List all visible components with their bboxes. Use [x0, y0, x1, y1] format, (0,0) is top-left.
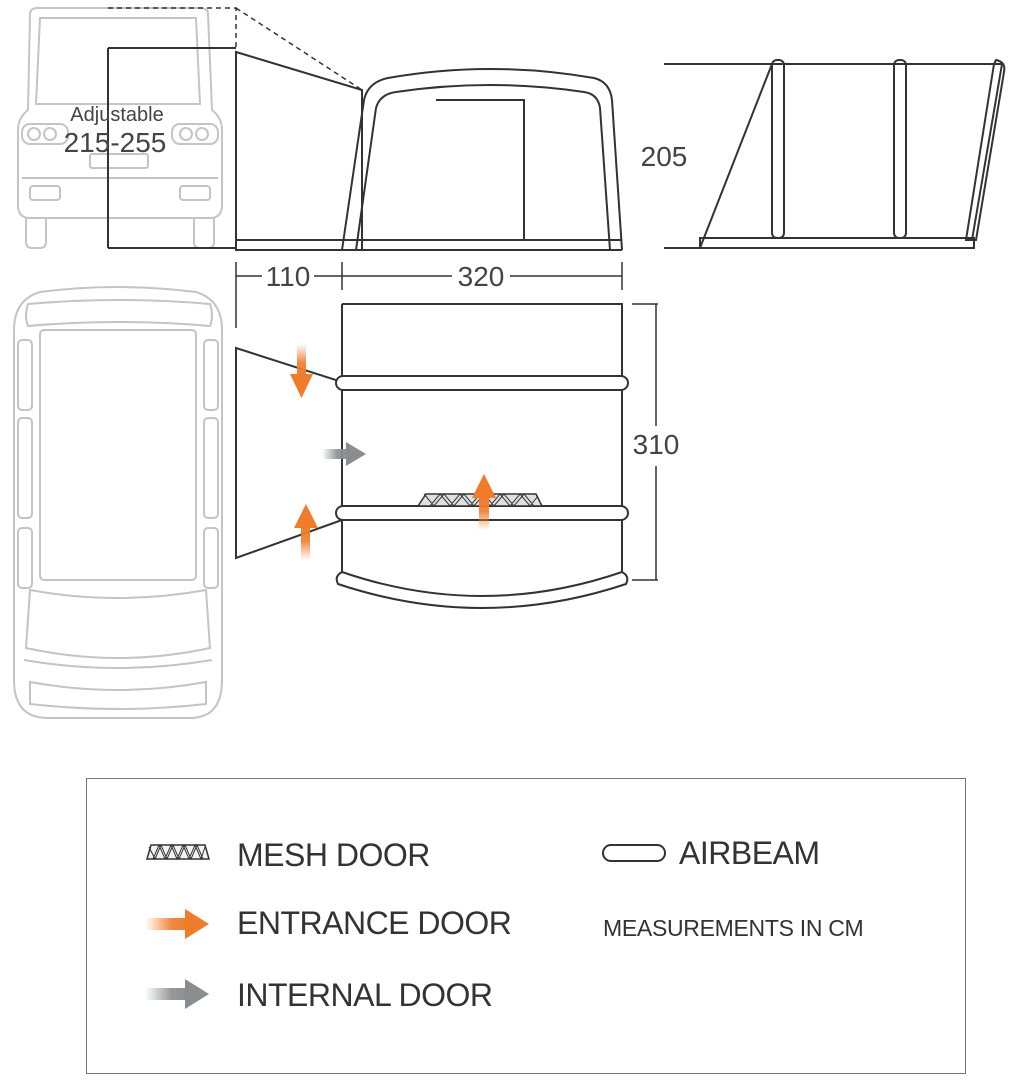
legend-entrance-door-label: ENTRANCE DOOR: [237, 905, 512, 941]
legend-panel: [86, 778, 966, 1074]
height-label: 205: [640, 141, 688, 172]
awning-end-elevation: [664, 60, 1004, 248]
airbeam-icon: [601, 843, 667, 863]
legend-internal-door-label: INTERNAL DOOR: [237, 977, 493, 1013]
entrance-arrow-icon-bottom: [294, 504, 318, 560]
mesh-door-icon: [145, 843, 211, 861]
internal-arrow-icon: [145, 977, 211, 1011]
legend-mesh-door-label: MESH DOOR: [237, 837, 430, 873]
entrance-arrow-icon: [145, 907, 211, 941]
awning-floor-plan: [236, 304, 622, 604]
awning-side-elevation: [236, 52, 622, 250]
internal-arrow-icon-plan: [322, 442, 366, 466]
vehicle-top-view: [14, 287, 222, 718]
legend-airbeam-label: AIRBEAM: [679, 835, 820, 871]
measurements-note: MEASUREMENTS IN CM: [603, 915, 864, 941]
adjustable-label: Adjustable: [70, 104, 164, 126]
annex-width-label: 110: [265, 261, 311, 292]
depth-label: 310: [632, 429, 680, 460]
main-width-label: 320: [457, 261, 505, 292]
adjustable-range: 215-255: [63, 127, 167, 158]
